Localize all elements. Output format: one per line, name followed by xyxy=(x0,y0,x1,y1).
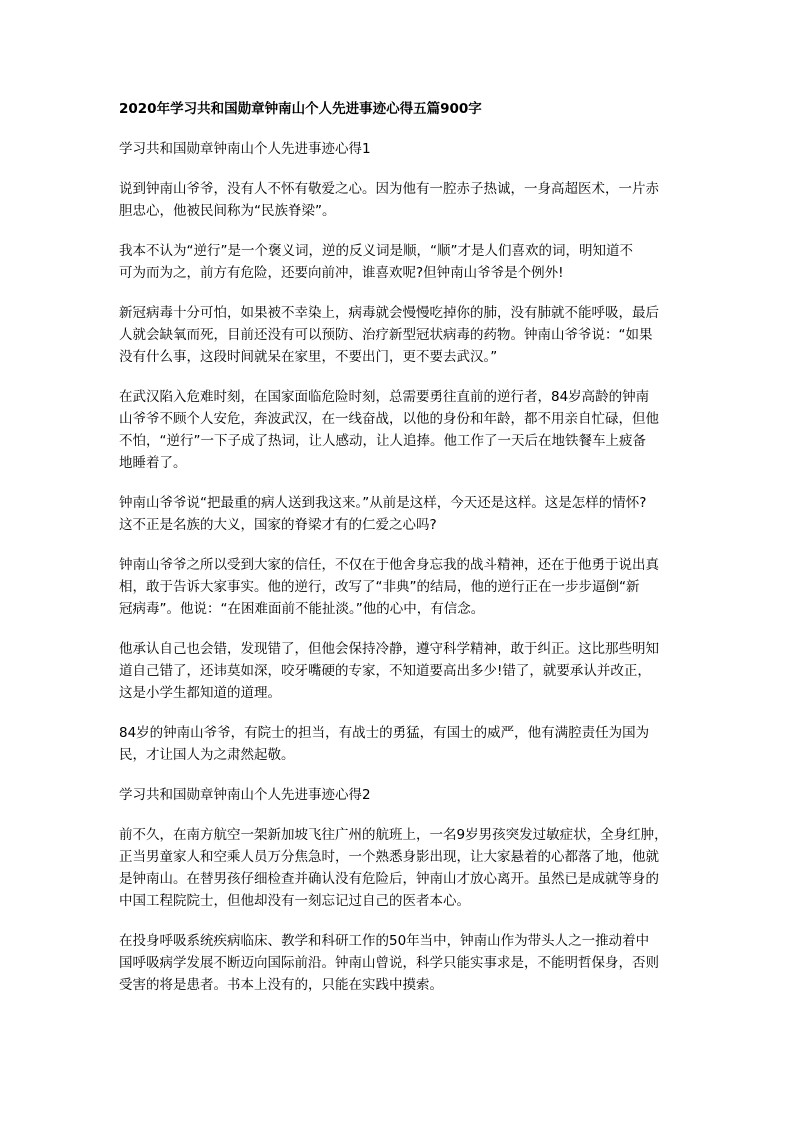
section-1-heading: 学习共和国勋章钟南山个人先进事迹心得1 xyxy=(119,141,371,157)
paragraph-line: 前不久，在南方航空一架新加坡飞往广州的航班上，一名9岁男孩突发过敏症状，全身红肿， xyxy=(119,827,668,843)
paragraph xyxy=(119,240,679,284)
paragraph-line: 正当男童家人和空乘人员万分焦急时，一个熟悉身影出现，让大家悬着的心都落了地，他就 xyxy=(119,849,659,865)
paragraph xyxy=(119,302,679,368)
paragraph-line: 这是小学生都知道的道理。 xyxy=(119,685,281,701)
paragraph-line: 是钟南山。在替男孩仔细检查并确认没有危险后，钟南山才放心离开。虽然已是成就等身的 xyxy=(119,871,659,887)
document-body xyxy=(119,98,679,1014)
paragraph-line: 胆忠心，他被民间称为“民族脊梁”。 xyxy=(119,203,336,219)
paragraph-line: 可为而为之，前方有危险，还要向前冲，谁喜欢呢?但钟南山爷爷是个例外! xyxy=(119,265,564,281)
paragraph xyxy=(119,930,679,996)
paragraph xyxy=(119,638,679,704)
paragraph-line: 84岁的钟南山爷爷，有院士的担当，有战士的勇猛，有国士的威严，他有满腔责任为国为 xyxy=(119,725,650,741)
paragraph-line: 在投身呼吸系统疾病临床、教学和科研工作的50年当中，钟南山作为带头人之一推动着中 xyxy=(119,933,650,949)
paragraph-line: 民，才让国人为之肃然起敬。 xyxy=(119,747,295,763)
paragraph-line: 没有什么事，这段时间就呆在家里，不要出门，更不要去武汉。” xyxy=(119,349,498,365)
paragraph-line: 国呼吸病学发展不断迈向国际前沿。钟南山曾说，科学只能实事求是，不能明哲保身，否则 xyxy=(119,955,659,971)
paragraph-line: 道自己错了，还讳莫如深，咬牙嘴硬的专家，不知道要高出多少!错了，就要承认并改正， xyxy=(119,663,651,679)
paragraph-line: 地睡着了。 xyxy=(119,455,187,471)
paragraph xyxy=(119,554,679,620)
paragraph-line: 在武汉陷入危难时刻，在国家面临危险时刻，总需要勇往直前的逆行者，84岁高龄的钟南 xyxy=(119,389,650,405)
paragraph-line: 钟南山爷爷之所以受到大家的信任，不仅在于他舍身忘我的战斗精神，还在于他勇于说出真 xyxy=(119,557,659,573)
section-2-heading: 学习共和国勋章钟南山个人先进事迹心得2 xyxy=(119,787,371,803)
paragraph xyxy=(119,492,679,536)
paragraph-line: 中国工程院院士，但他却没有一刻忘记过自己的医者本心。 xyxy=(119,893,470,909)
document-title: 2020年学习共和国勋章钟南山个人先进事迹心得五篇900字 xyxy=(119,101,482,117)
paragraph xyxy=(119,386,679,474)
paragraph xyxy=(119,722,679,766)
paragraph-line: 受害的将是患者。书本上没有的，只能在实践中摸索。 xyxy=(119,977,443,993)
paragraph-line: 不怕，“逆行”一下子成了热词，让人感动，让人追捧。他工作了一天后在地铁餐车上疲备 xyxy=(119,433,646,449)
paragraph xyxy=(119,824,679,912)
paragraph-line: 这不正是名族的大义，国家的脊梁才有的仁爱之心吗? xyxy=(119,517,437,533)
paragraph xyxy=(119,178,679,222)
paragraph-line: 相，敢于告诉大家事实。他的逆行，改写了“非典”的结局，他的逆行正在一步步逼倒“新 xyxy=(119,579,640,595)
paragraph-line: 山爷爷不顾个人安危，奔波武汉，在一线奋战，以他的身份和年龄，都不用亲自忙碌，但他 xyxy=(119,411,659,427)
paragraph-line: 人就会缺氧而死，目前还没有可以预防、治疗新型冠状病毒的药物。钟南山爷爷说：“如果 xyxy=(119,327,653,343)
paragraph-line: 他承认自己也会错，发现错了，但他会保持冷静，遵守科学精神，敢于纠正。这比那些明知 xyxy=(119,641,659,657)
paragraph-line: 冠病毒”。他说：“在困难面前不能扯淡。”他的心中，有信念。 xyxy=(119,601,485,617)
paragraph-line: 我本不认为“逆行”是一个褒义词，逆的反义词是顺，“顺”才是人们喜欢的词，明知道不 xyxy=(119,243,633,259)
paragraph-line: 新冠病毒十分可怕，如果被不幸染上，病毒就会慢慢吃掉你的肺，没有肺就不能呼吸，最后 xyxy=(119,305,659,321)
paragraph-line: 说到钟南山爷爷，没有人不怀有敬爱之心。因为他有一腔赤子热诚，一身高超医术，一片赤 xyxy=(119,181,659,197)
paragraph-line: 钟南山爷爷说“把最重的病人送到我这来。”从前是这样，今天还是这样。这是怎样的情怀? xyxy=(119,495,647,511)
